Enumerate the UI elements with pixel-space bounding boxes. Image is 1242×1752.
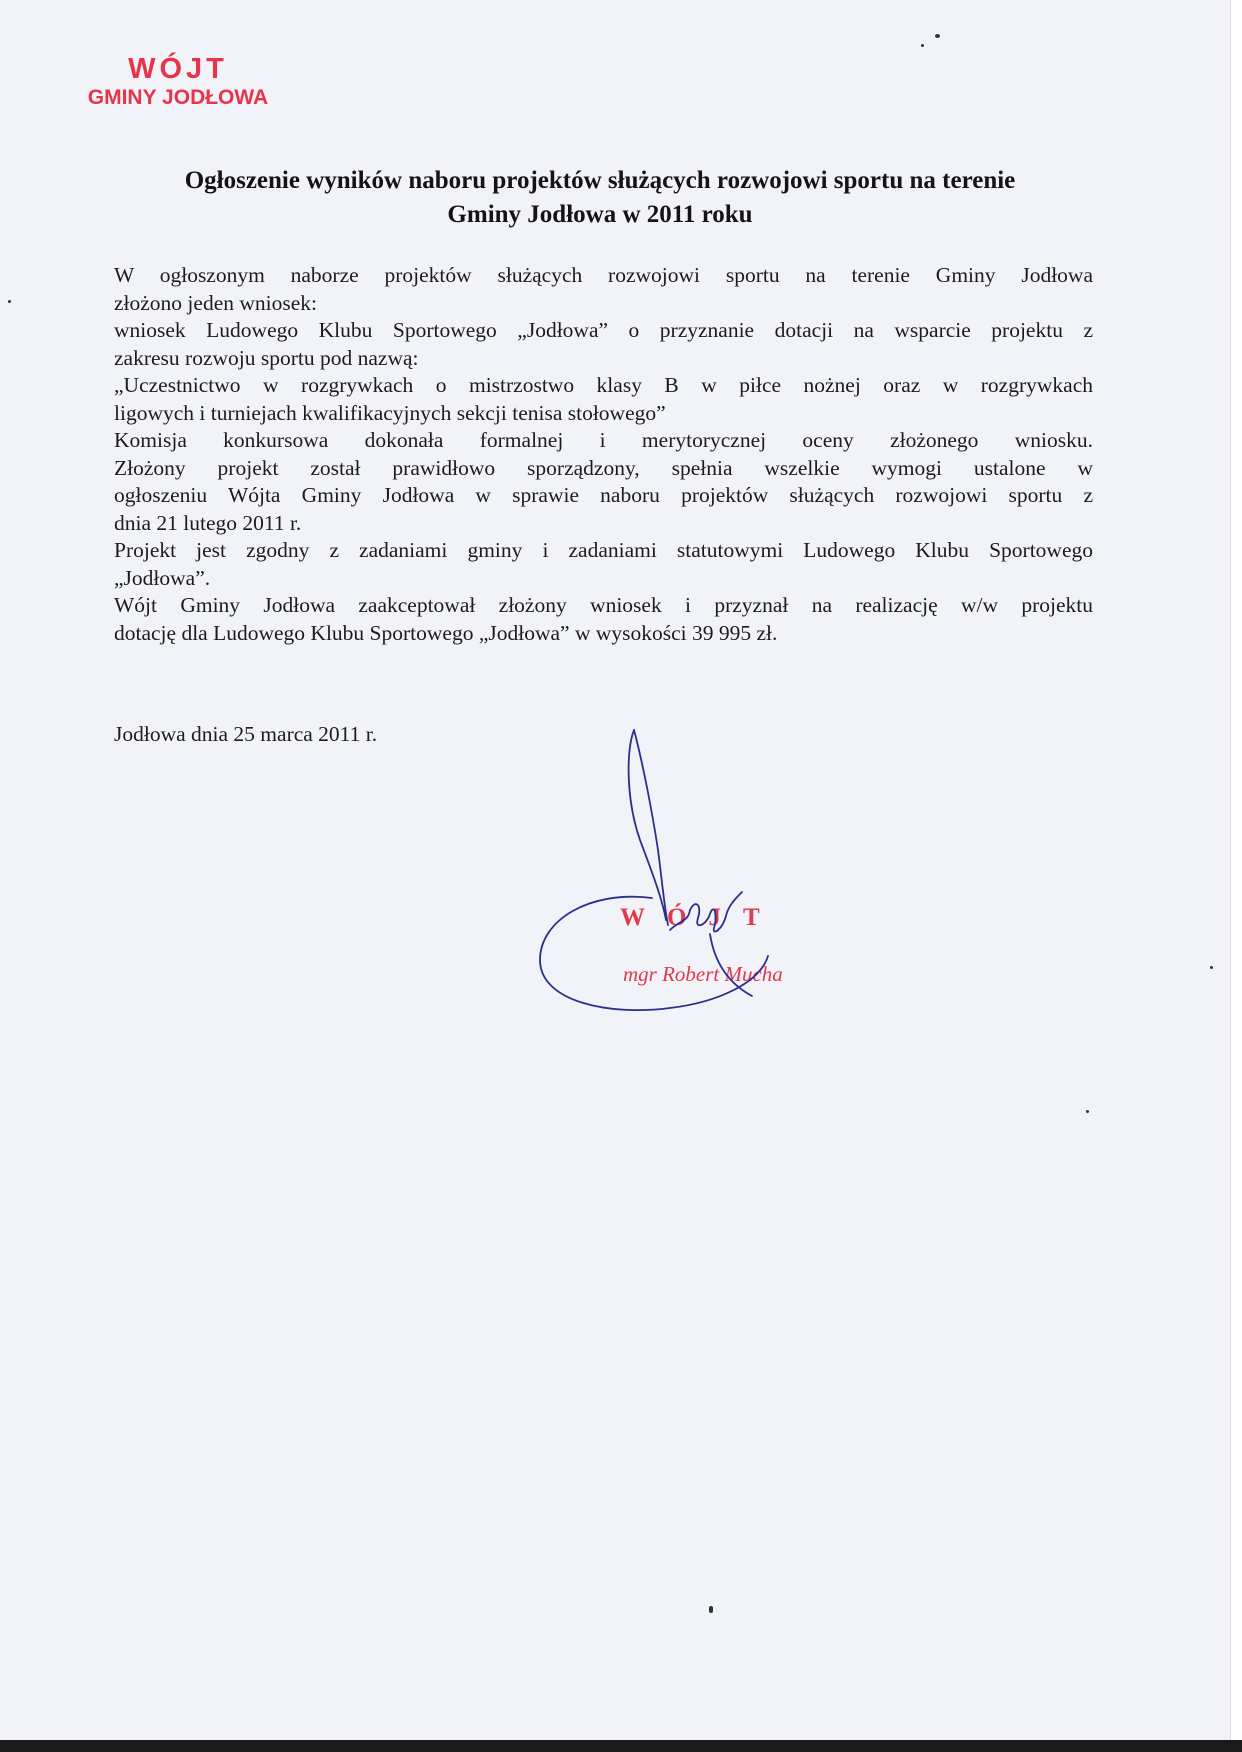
title-line-2: Gminy Jodłowa w 2011 roku <box>447 201 753 228</box>
scan-speck <box>1210 966 1213 969</box>
body-line: zakresu rozwoju sportu pod nazwą: <box>114 345 419 370</box>
seal-title: WÓJT <box>620 904 782 931</box>
scan-border <box>0 1740 1242 1752</box>
document-date: Jodłowa dnia 25 marca 2011 r. <box>114 722 378 746</box>
body-line: dnia 21 lutego 2011 r. <box>114 510 302 535</box>
body-line: „Uczestnictwo w rozgrywkach o mistrzostwo klasy B w piłce nożnej oraz w rozgrywkach <box>114 373 1093 397</box>
title-line-1: Ogłoszenie wyników naboru projektów służących rozwojowi sportu na terenie <box>184 167 1016 194</box>
handwritten-signature <box>530 720 790 1020</box>
body-line: Wójt Gminy Jodłowa zaakceptował złożony wniosek i przyznał na realizację w/w projektu <box>114 593 1093 617</box>
body-line: ligowych i turniejach kwalifikacyjnych sekcji tenisa stołowego” <box>114 400 666 425</box>
scan-speck <box>921 44 924 47</box>
scan-speck <box>8 300 11 303</box>
document-body <box>114 262 1093 647</box>
document-title <box>100 164 1100 232</box>
body-line: Złożony projekt został prawidłowo sporządzony, spełnia wszelkie wymogi ustalone w <box>114 455 1093 480</box>
stamp-line-1: WÓJT <box>128 53 228 85</box>
seal-name: mgr Robert Mucha <box>623 962 783 986</box>
body-line: W ogłoszonym naborze projektów służących rozwojowi sportu na terenie Gminy Jodłowa <box>114 263 1093 287</box>
body-line: ogłoszeniu Wójta Gminy Jodłowa w sprawie naboru projektów służących rozwojowi sportu z <box>114 483 1093 507</box>
stamp-line-2: GMINY JODŁOWA <box>87 86 269 109</box>
scan-speck <box>935 34 940 38</box>
scan-speck <box>1086 1110 1089 1113</box>
body-line: dotację dla Ludowego Klubu Sportowego „Jodłowa” w wysokości 39 995 zł. <box>114 620 778 645</box>
body-line: Projekt jest zgodny z zadaniami gminy i zadaniami statutowymi Ludowego Klubu Sportowego <box>114 538 1093 562</box>
body-line: złożono jeden wniosek: <box>114 290 318 315</box>
body-line: wniosek Ludowego Klubu Sportowego „Jodłowa” o przyznanie dotacji na wsparcie projektu z <box>114 318 1093 342</box>
body-line: „Jodłowa”. <box>114 565 211 590</box>
header-stamp <box>58 52 298 110</box>
scan-speck <box>709 1606 713 1613</box>
body-line: Komisja konkursowa dokonała formalnej i merytorycznej oceny złożonego wniosku. <box>114 428 1093 452</box>
